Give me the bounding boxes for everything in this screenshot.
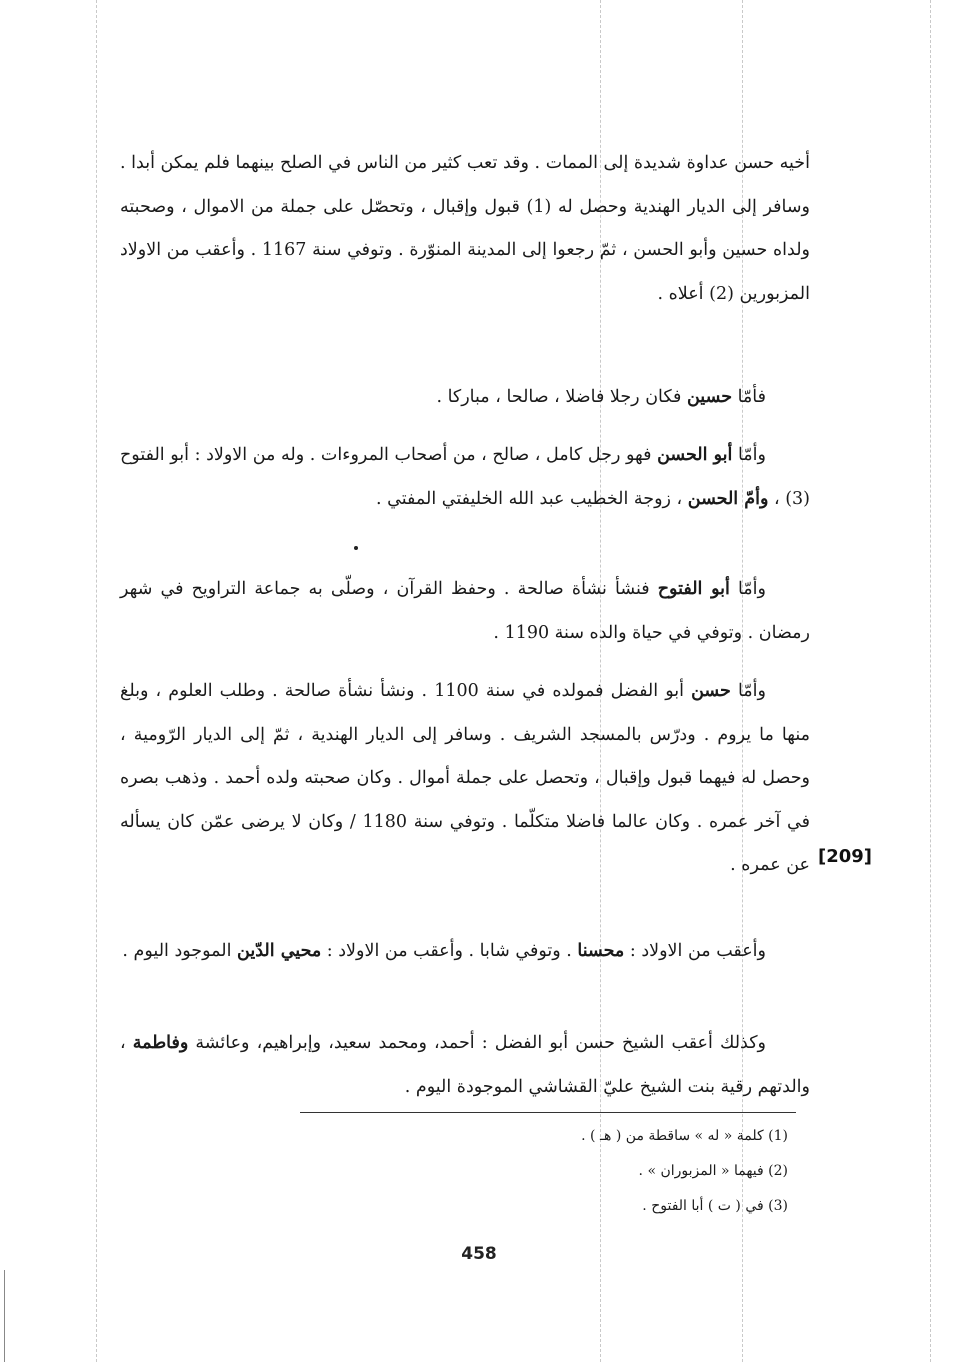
- person-name: وفاطمة: [132, 1033, 189, 1053]
- paragraph-text: وأعقب من الاولاد :: [624, 941, 766, 961]
- page-number: 458: [461, 1244, 497, 1264]
- person-name: محيي الدّين: [237, 941, 322, 961]
- paragraph-also-descendants: [120, 1022, 810, 1109]
- footnote: (1) كلمة « له » ساقطة من ( هـ ) .: [581, 1128, 788, 1144]
- paragraph-text: فهو رجل كامل ، صالح ، من أصحاب المروءات . وله من الاولاد : أبو الفتوح (3) ،: [120, 445, 810, 509]
- paragraph-text: وأمّا: [732, 445, 766, 465]
- scan-line: [96, 0, 97, 1362]
- footnotes: [300, 1112, 796, 1224]
- person-name: حسن: [691, 681, 731, 701]
- scan-line: [4, 1270, 5, 1362]
- main-text: [120, 376, 810, 420]
- paragraph-text: . وتوفي شابا . وأعقب من الاولاد :: [321, 941, 578, 961]
- paragraph-text: وأمّا: [730, 681, 766, 701]
- main-text: [120, 1022, 810, 1109]
- footnote: (2) فيهما « المزبوران » .: [638, 1163, 788, 1179]
- paragraph-text: ، والدتهم رقية بنت الشيخ عليّ القشاشي الموجودة اليوم .: [120, 1033, 810, 1097]
- paragraph-abu-al-futuh: [120, 568, 810, 655]
- paragraph-text: الموجود اليوم .: [122, 941, 238, 961]
- paragraph-text: فأمّا: [732, 387, 766, 407]
- person-name: وأمّ الحسن: [687, 488, 769, 509]
- paragraph-husayn: [120, 376, 810, 420]
- paragraph-text: أبو الفضل فمولده في سنة 1100 . ونشأ نشأة صالحة . وطلب العلوم ، وبلغ منها ما يروم . ودرّس بالمسجد الشريف . وسافر إلى الديار الهندية ، ثمّ إلى الديار الرّومية ، وحصل له فيهما قبول وإقبال ، وتحصل على جملة أموال . وكان صحبته ولده أحمد . وذهب بصره في آخر عمره . وكان عالما فاضلا متكلّما . وتوفي سنة 1180 / وكان لا يرضى عمّن كان يسأله عن عمره .: [120, 681, 810, 875]
- person-name: أبو الفتوح: [657, 579, 730, 599]
- footnote: (3) في ( ت ) أبا الفتوح .: [642, 1198, 788, 1214]
- scan-line: [930, 0, 931, 1362]
- paragraph-hasan-abu-al-fadl: [120, 670, 810, 888]
- main-text: [120, 142, 810, 316]
- main-text: [120, 568, 810, 655]
- person-name: حسين: [686, 387, 733, 407]
- paragraph-text: وكذلك أعقب الشيخ حسن أبو الفضل : أحمد، ومحمد سعيد، وإبراهيم، وعائشة: [188, 1033, 766, 1053]
- paragraph-abu-al-hasan: [120, 434, 810, 521]
- paragraph-text: فنشأ نشأة صالحة . وحفظ القرآن ، وصلّى به جماعة التراويح في شهر رمضان . وتوفي في حياة والده سنة 1190 .: [120, 579, 810, 643]
- main-text: [120, 930, 810, 974]
- margin-reference: [209]: [818, 846, 873, 867]
- paragraph-text: وأمّا: [729, 579, 766, 599]
- paragraph-text: ، زوجة الخطيب عبد الله الخليفتي المفتي .: [376, 488, 688, 509]
- scan-speck: [354, 546, 358, 550]
- paragraph-text: فكان رجلا فاضلا ، صالحا ، مباركا .: [436, 387, 687, 407]
- main-text: [120, 670, 810, 888]
- person-name: أبو الحسن: [657, 445, 733, 465]
- person-name: محسنا: [577, 941, 625, 961]
- paragraph-1: أخيه حسن عداوة شديدة إلى الممات . وقد تعب كثير من الناس في الصلح بينهما فلم يمكن أبدا . وسافر إلى الديار الهندية وحصل له (1) قبول وإقبال ، وتحصّل على جملة من الاموال ، وصحبته ولداه حسين وأبو الحسن ، ثمّ رجعوا إلى المدينة المنوّرة . وتوفي سنة 1167 . وأعقب من الاولاد المزبورين (2) أعلاه .: [120, 153, 810, 304]
- paragraph-descendants: [120, 930, 810, 974]
- main-text: [120, 434, 810, 521]
